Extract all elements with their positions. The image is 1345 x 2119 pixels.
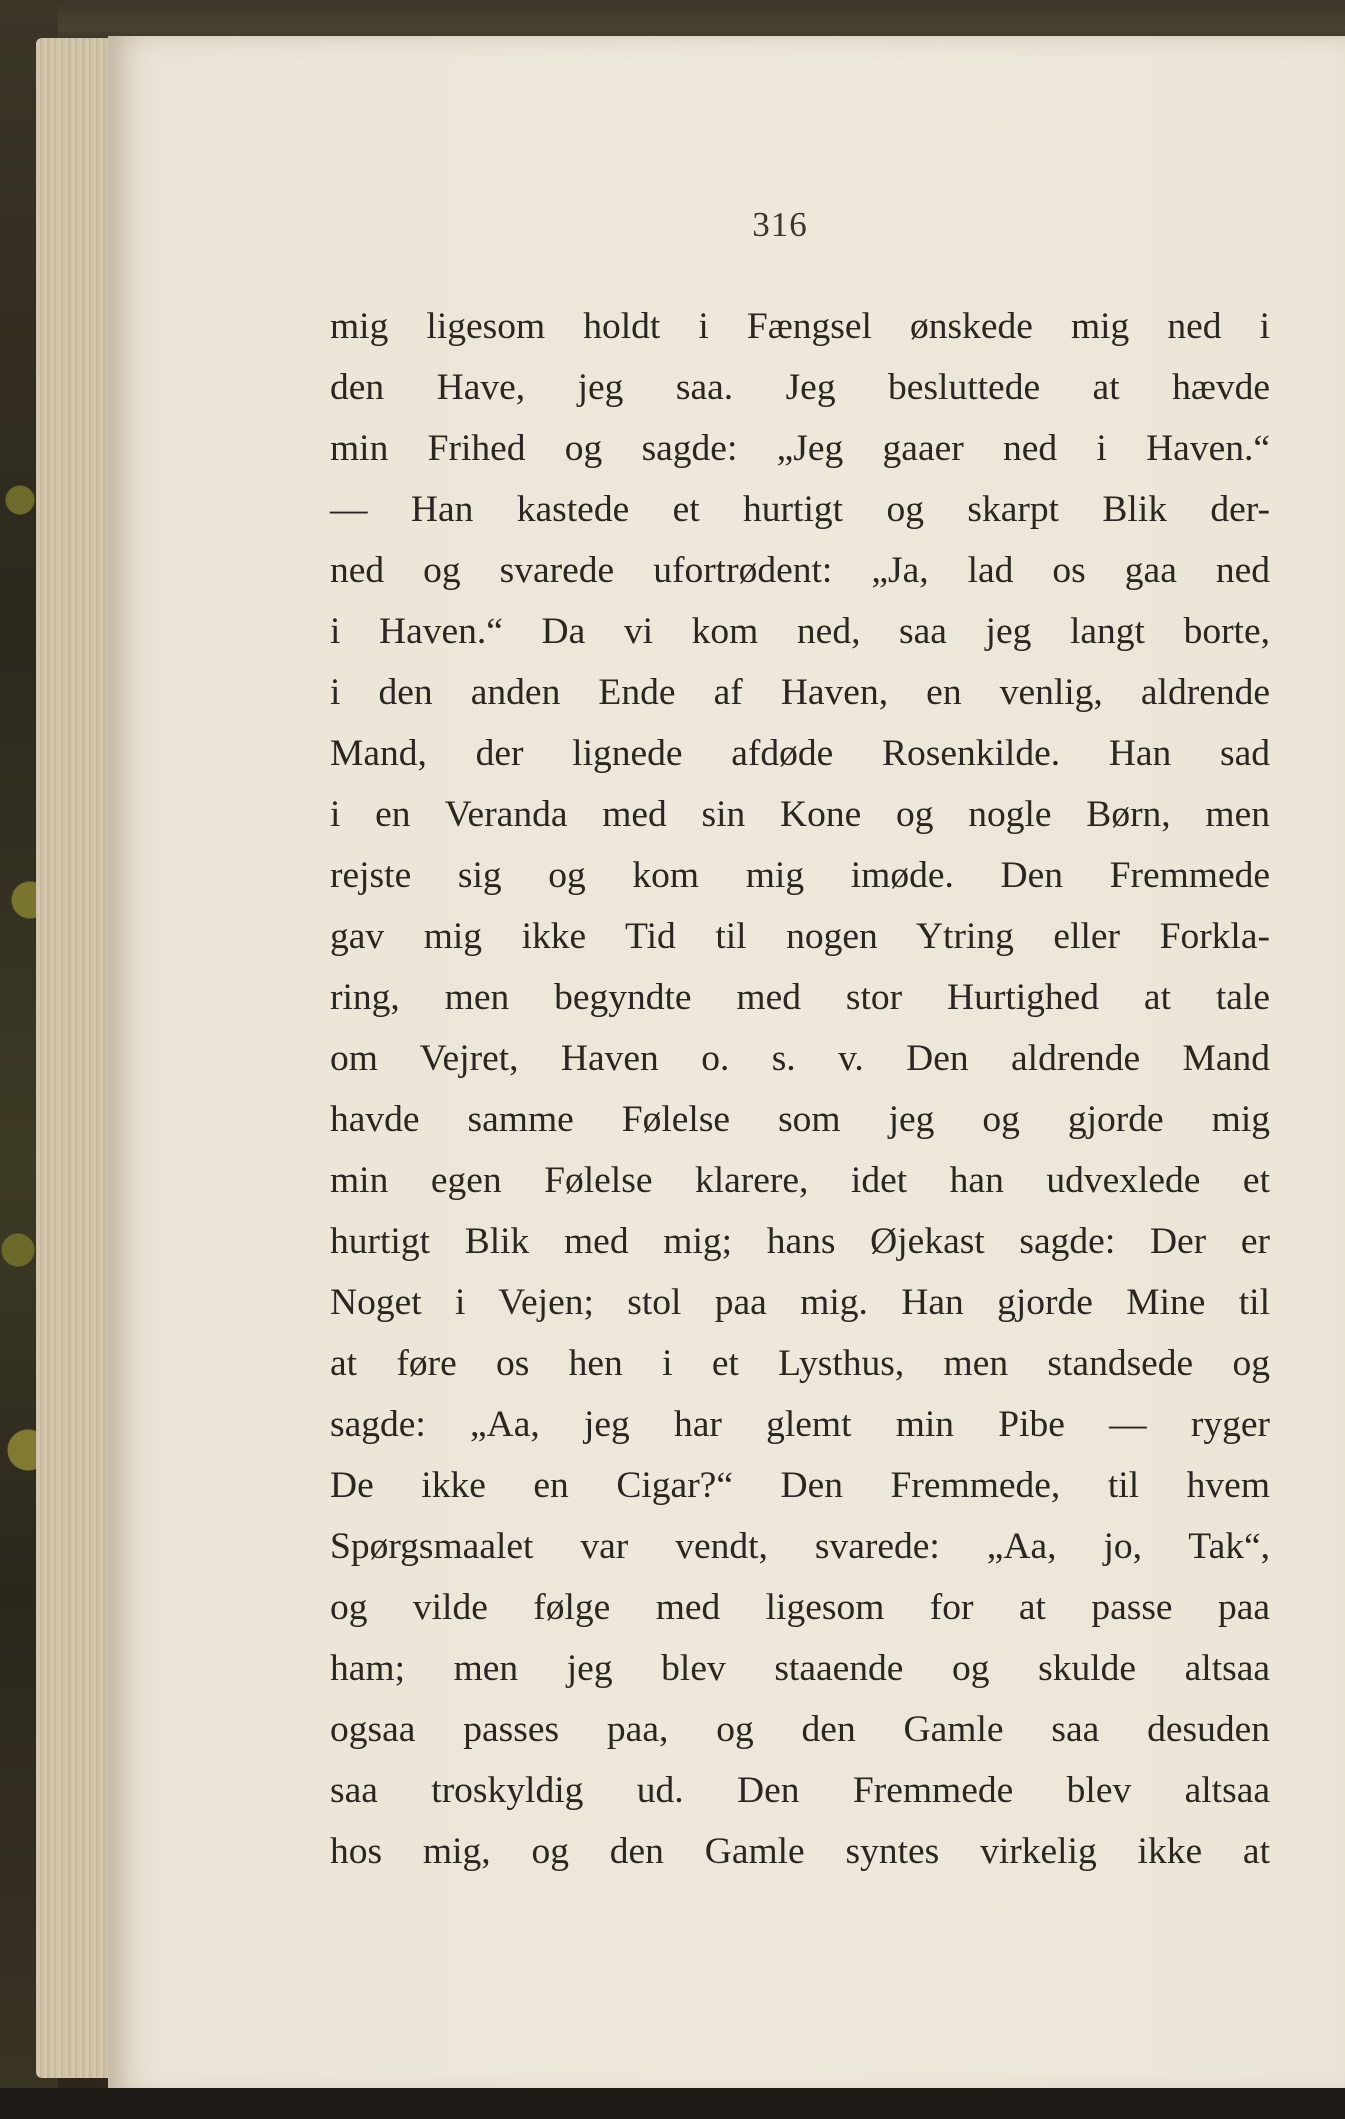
text-line: Mand, der lignede afdøde Rosenkilde. Han sad [330,733,1270,774]
text-line: og vilde følge med ligesom for at passe paa [330,1587,1270,1628]
text-line: ogsaa passes paa, og den Gamle saa desuden [330,1709,1270,1750]
text-line: min Frihed og sagde: „Jeg gaaer ned i Haven.“ [330,428,1270,469]
text-line: ham; men jeg blev staaende og skulde altsaa [330,1648,1270,1689]
text-line: i Haven.“ Da vi kom ned, saa jeg langt borte, [330,611,1270,652]
text-line: ring, men begyndte med stor Hurtighed at tale [330,977,1270,1018]
bottom-shadow [0,2088,1345,2119]
text-line: Noget i Vejen; stol paa mig. Han gjorde Mine til [330,1282,1270,1323]
text-line: min egen Følelse klarere, idet han udvexlede et [330,1160,1270,1201]
text-line: om Vejret, Haven o. s. v. Den aldrende Mand [330,1038,1270,1079]
text-line: hos mig, og den Gamle syntes virkelig ikke at [330,1831,1270,1872]
text-line: rejste sig og kom mig imøde. Den Fremmede [330,855,1270,896]
text-line: saa troskyldig ud. Den Fremmede blev altsaa [330,1770,1270,1811]
text-line: i en Veranda med sin Kone og nogle Børn, men [330,794,1270,835]
text-line: hurtigt Blik med mig; hans Øjekast sagde: Der er [330,1221,1270,1262]
text-line: havde samme Følelse som jeg og gjorde mig [330,1099,1270,1140]
text-line: sagde: „Aa, jeg har glemt min Pibe — ryger [330,1404,1270,1445]
text-line: mig ligesom holdt i Fængsel ønskede mig ned i [330,306,1270,347]
text-line: Spørgsmaalet var vendt, svarede: „Aa, jo, Tak“, [330,1526,1270,1567]
text-line: ned og svarede ufortrødent: „Ja, lad os gaa ned [330,550,1270,591]
text-line: De ikke en Cigar?“ Den Fremmede, til hvem [330,1465,1270,1506]
text-line: den Have, jeg saa. Jeg besluttede at hævde [330,367,1270,408]
text-line: at føre os hen i et Lysthus, men standsede og [330,1343,1270,1384]
text-line: gav mig ikke Tid til nogen Ytring eller Forkla- [330,916,1270,957]
text-line: — Han kastede et hurtigt og skarpt Blik der- [330,489,1270,530]
text-line: i den anden Ende af Haven, en venlig, aldrende [330,672,1270,713]
page-number: 316 [752,205,808,244]
body-text [330,296,1270,1882]
